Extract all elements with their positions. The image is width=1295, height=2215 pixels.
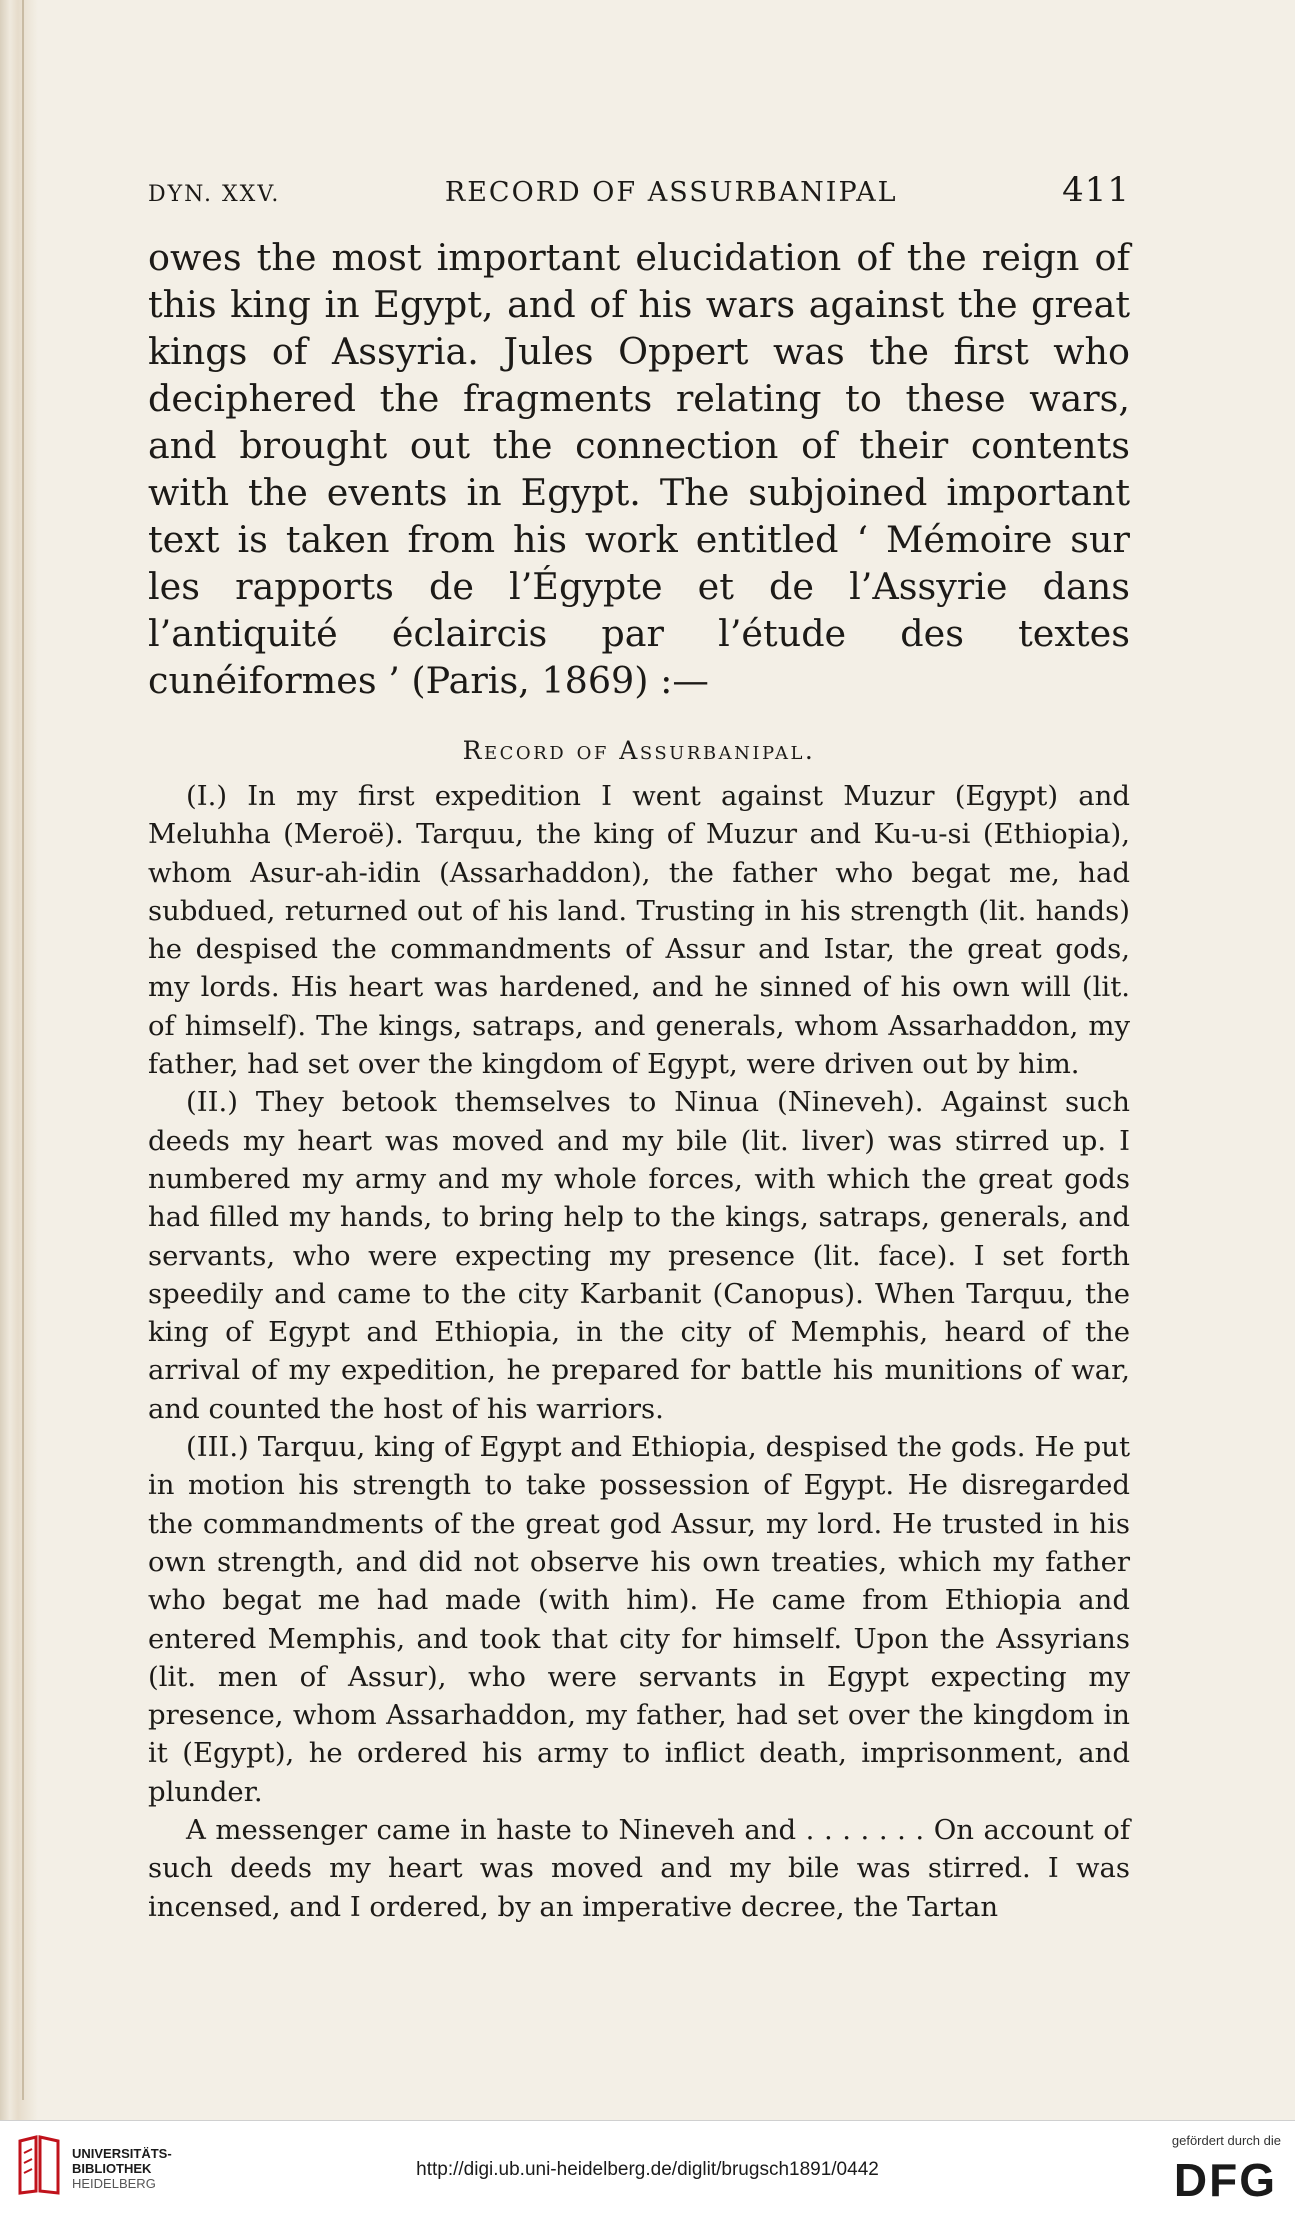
scanned-page [148, 170, 1130, 1926]
record-text [148, 777, 1130, 1926]
permalink-url[interactable]: http://digi.ub.uni-heidelberg.de/diglit/brugsch1891/0442 [416, 2159, 879, 2180]
funded-by-label: gefördert durch die [1171, 2133, 1281, 2148]
paragraph-1: (I.) In my first expedition I went against Muzur (Egypt) and Meluhha (Meroë). Tarquu, the king of Muzur and Ku-u-si (Ethiopia), whom Asur-ah-idin (Assarhaddon), the father who begat me, had subdued, returned out of his land. Trusting in his strength (lit. hands) he despised the commandments of Assur and Istar, the great gods, my lords. His heart was hardened, and he sinned of his own will (lit. of himself). The kings, satraps, and generals, whom Assarhaddon, my father, had set over the kingdom of Egypt, were driven out by him. [148, 780, 1130, 1081]
library-line-3: HEIDELBERG [72, 2176, 156, 2191]
library-line-2: BIBLIOTHEK [72, 2161, 152, 2176]
paragraph-2: (II.) They betook themselves to Ninua (Nineveh). Against such deeds my heart was moved and my bile (lit. liver) was stirred up. I numbered my army and my whole forces, with which the great gods had filled my hands, to bring help to the kings, satraps, generals, and servants, who were expecting my presence (lit. face). I set forth speedily and came to the city Karbanit (Canopus). When Tarquu, the king of Egypt and Ethiopia, in the city of Memphis, heard of the arrival of my expedition, he prepared for battle his munitions of war, and counted the host of his warriors. [148, 1086, 1130, 1425]
intro-paragraph: owes the most important elucidation of the reign of this king in Egypt, and of his wars against the great kings of Assyria. Jules Oppert was the first who deciphered the fragments relating to these wars, and brought out the connection of their contents with the events in Egypt. The subjoined important text is taken from his work entitled ‘ Mémoire sur les rapports de l’Égypte et de l’Assyrie dans l’antiquité éclaircis par l’étude des textes cunéiformes ’ (Paris, 1869) :— [148, 236, 1130, 702]
intro-paragraph-block [148, 234, 1130, 704]
digitization-footer [0, 2120, 1295, 2215]
chapter-title: RECORD OF ASSURBANIPAL [444, 177, 898, 208]
dfg-logo: DFG [1173, 2154, 1277, 2206]
paragraph-4: A messenger came in haste to Nineveh and . . . . . . . On account of such deeds my heart was moved and my bile was stirred. I was incensed, and I ordered, by an imperative decree, the Tartan [148, 1814, 1130, 1923]
page-number: 411 [1062, 170, 1130, 210]
dynasty-label: DYN. XXV. [148, 182, 281, 207]
spine-fold-line [22, 0, 24, 2100]
book-spine-edge [0, 0, 38, 2120]
library-line-1: UNIVERSITÄTS- [72, 2146, 172, 2161]
paragraph-3: (III.) Tarquu, king of Egypt and Ethiopia, despised the gods. He put in motion his strength to take possession of Egypt. He disregarded the commandments of the great god Assur, my lord. He trusted in his own strength, and did not observe his own treaties, which my father who begat me had made (with him). He came from Ethiopia and entered Memphis, and took that city for himself. Upon the Assyrians (lit. men of Assur), who were servants in Egypt expecting my presence, whom Assarhaddon, my father, had set over the kingdom in it (Egypt), he ordered his army to inflict death, imprisonment, and plunder. [148, 1431, 1130, 1808]
section-title: Record of Assurbanipal. [462, 736, 816, 765]
running-head [148, 170, 1130, 210]
